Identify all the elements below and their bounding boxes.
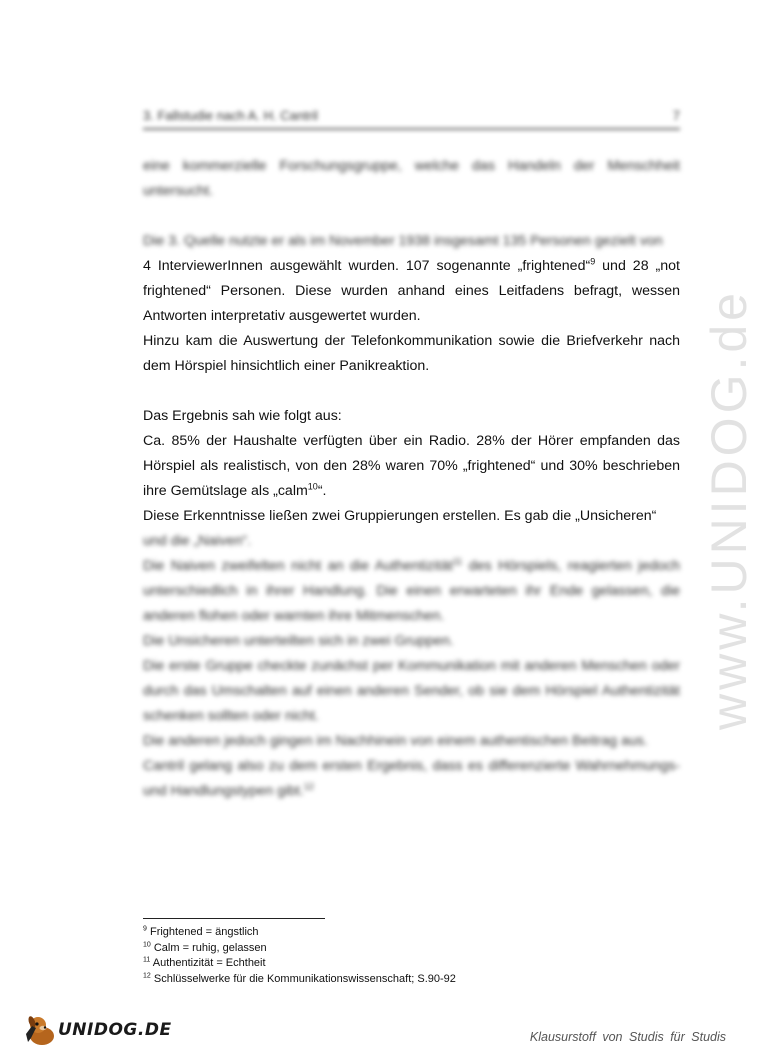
paragraph-2-text-a: 4 InterviewerInnen ausgewählt wurden. 107 sogenannte „frightened“ — [143, 258, 591, 274]
footnotes — [143, 925, 683, 987]
paragraph-4: Das Ergebnis sah wie folgt aus: — [143, 408, 342, 424]
footnote-number: 12 — [143, 971, 151, 979]
paragraph-11-text: Cantril gelang also zu dem ersten Ergebnis, dass es differenzierte Wahrnehmungs- und Handlungstypen gibt. — [143, 758, 680, 799]
body-text — [143, 154, 680, 804]
unidog-logo[interactable] — [24, 1012, 172, 1048]
footnote-item — [143, 972, 683, 988]
paragraph-10: Die anderen jedoch gingen im Nachhinein von einem authentischen Beitrag aus. — [143, 733, 648, 749]
footnote-ref-10: 10 — [307, 481, 318, 492]
footnote-ref-9: 9 — [590, 256, 596, 267]
footnote-text: Frightened = ängstlich — [149, 926, 259, 938]
footnote-item — [143, 941, 683, 957]
footnote-number: 10 — [143, 940, 151, 948]
paragraph-2 — [143, 229, 680, 329]
paragraph-6: Diese Erkenntnisse ließen zwei Gruppierungen erstellen. Es gab die „Unsicheren“ — [143, 508, 657, 524]
paragraph-5 — [143, 429, 680, 504]
header-title: 3. Fallstudie nach A. H. Cantril — [143, 108, 318, 123]
paragraph-9: Die erste Gruppe checkte zunächst per Kommunikation mit anderen Menschen oder durch das Umschalten auf einen anderen Sender, ob sie dem Hörspiel Authentizität schenken sollten oder nicht. — [143, 658, 680, 724]
paragraph-5-text-a: Ca. 85% der Haushalte verfügten über ein Radio. 28% der Hörer empfanden das Hörspiel als realistisch, von den 28% waren 70% „frightened“ und 30% beschrieben ihre Gemütslage als „calm — [143, 433, 680, 499]
paragraph-8: Die Unsicheren unterteilten sich in zwei Gruppen. — [143, 633, 454, 649]
footnote-item — [143, 956, 683, 972]
paragraph-6-blurred: und die „Naiven“. — [143, 533, 252, 549]
footnote-text: Schlüsselwerke für die Kommunikationswissenschaft; S.90-92 — [153, 972, 456, 985]
footnote-text: Calm = ruhig, gelassen — [153, 941, 267, 954]
tagline: Klausurstoff von Studis für Studis — [529, 1030, 726, 1044]
footnote-number: 9 — [143, 925, 147, 933]
paragraph-11 — [143, 754, 680, 804]
paragraph-1: eine kommerzielle Forschungsgruppe, welche das Handeln der Menschheit untersucht. — [143, 158, 680, 199]
footnote-number: 11 — [143, 956, 151, 964]
paragraph-7-text-b: des Hörspiels, reagierten jedoch unterschiedlich in ihrer Handlung. Die einen erwarteten ihr Ende gelassen, die anderen flohen oder warnten ihre Mitmenschen. — [143, 558, 680, 624]
footnote-text: Authentizität = Echtheit — [152, 957, 266, 969]
paragraph-2-blurred-line: Die 3. Quelle nutzte er als im November 1938 insgesamt 135 Personen gezielt von — [143, 233, 663, 249]
paragraph-7 — [143, 554, 680, 629]
footnote-ref-12: 12 — [303, 781, 314, 792]
paragraph-5-text-b: “. — [317, 483, 327, 499]
page-header — [143, 106, 680, 130]
paragraph-7-text-a: Die Naiven zweifelten nicht an die Authentizität — [143, 558, 453, 574]
paragraph-3: Hinzu kam die Auswertung der Telefonkommunikation sowie die Briefverkehr nach dem Hörspiel hinsichtlich einer Panikreaktion. — [143, 333, 680, 374]
footnote-ref-11: 11 — [452, 556, 463, 567]
paragraph-2-text-b: und 28 „not frightened“ Personen. Diese wurden anhand eines Leitfadens befragt, wessen Antworten interpretativ ausgewertet wurden. — [143, 258, 680, 324]
page-number: 7 — [672, 108, 680, 123]
footnote-divider — [143, 918, 325, 919]
footnote-item — [143, 925, 683, 941]
logo-text: UNIDOG.DE — [58, 1020, 172, 1040]
watermark: www.UNIDOG.de — [701, 289, 757, 730]
